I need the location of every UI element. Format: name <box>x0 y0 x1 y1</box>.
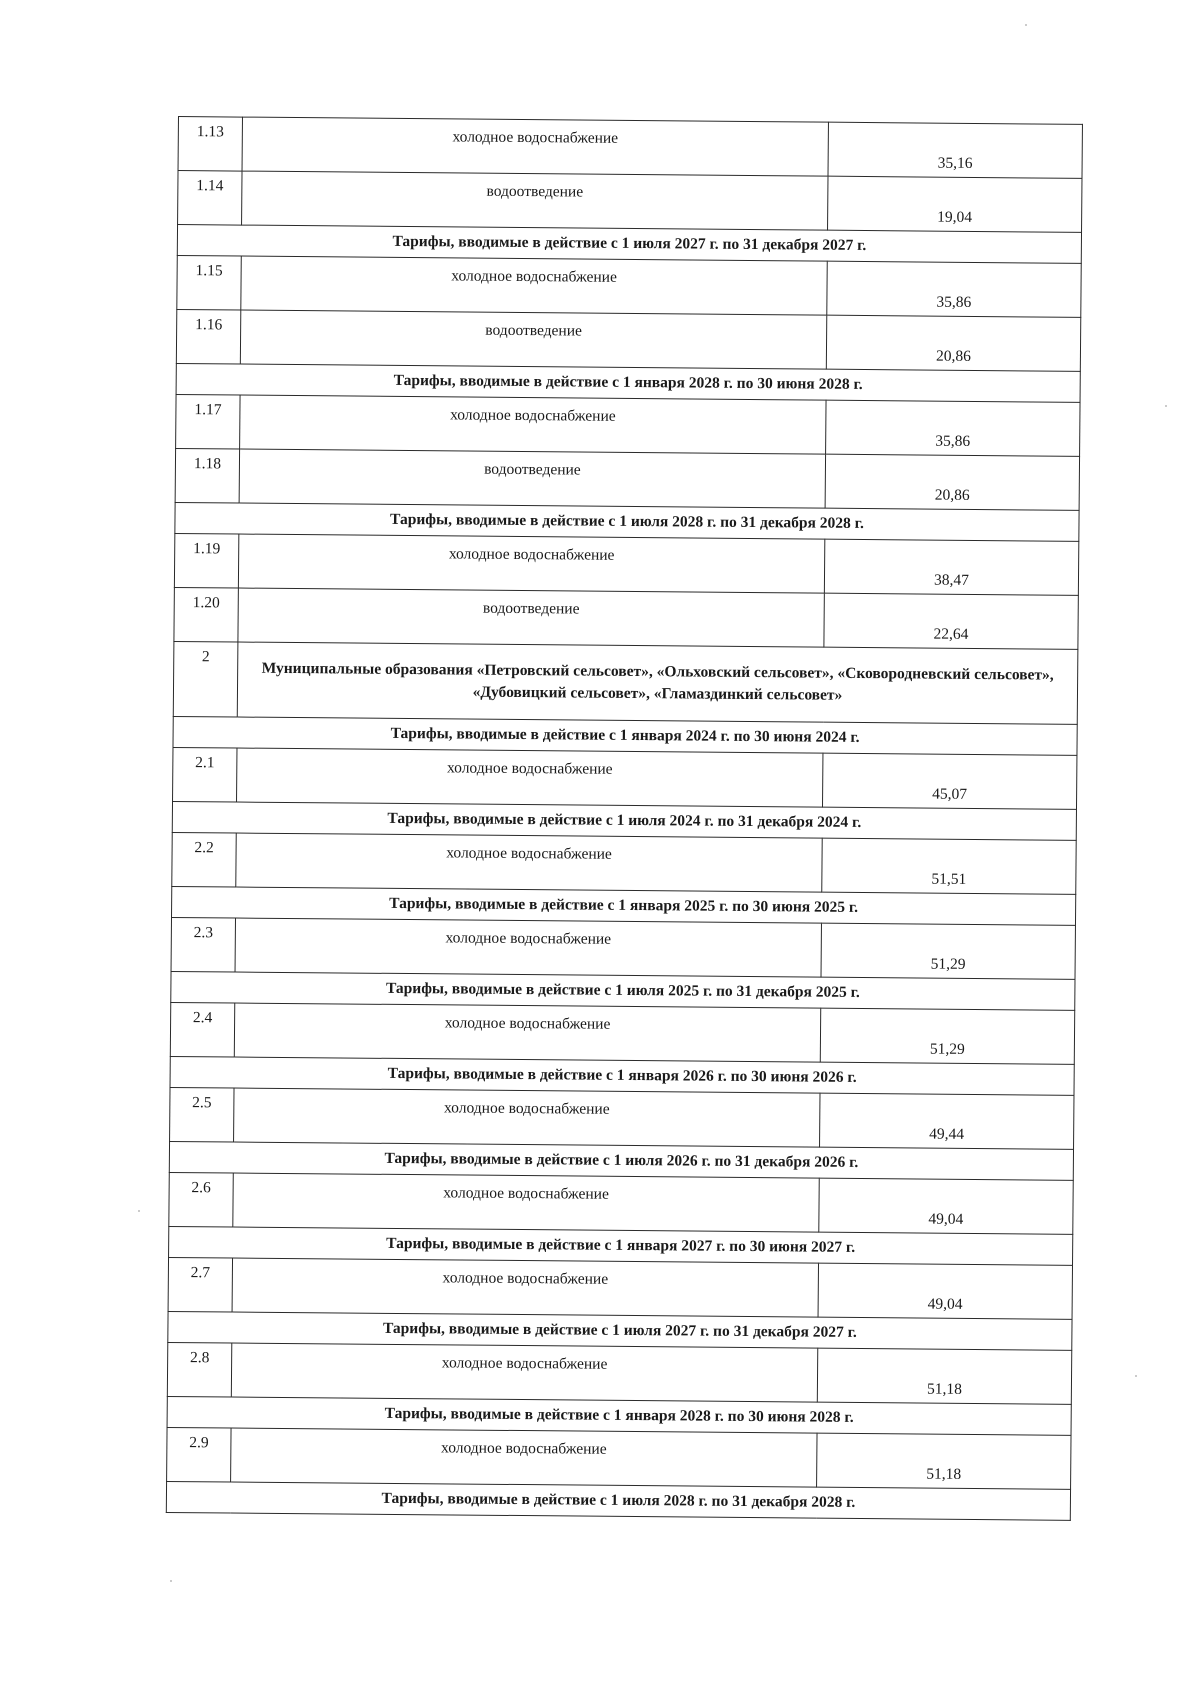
row-number: 2.7 <box>168 1257 232 1312</box>
tariff-table-body <box>166 117 1082 1521</box>
scan-speck <box>170 1580 172 1582</box>
tariff-value: 19,04 <box>828 176 1082 232</box>
tariff-row <box>167 1427 1071 1489</box>
service-name: холодное водоснабжение <box>240 395 826 454</box>
service-name: водоотведение <box>239 449 825 508</box>
tariff-value: 38,47 <box>824 539 1078 595</box>
row-number: 1.19 <box>174 533 238 588</box>
row-number: 1.18 <box>175 448 239 503</box>
period-heading: Тарифы, вводимые в действие с 1 января 2026 г. по 30 июня 2026 г. <box>170 1056 1074 1095</box>
row-number: 1.14 <box>178 171 242 226</box>
row-number: 2.8 <box>167 1342 231 1397</box>
tariff-row <box>169 1172 1073 1234</box>
group-title: Муниципальные образования «Петровский сельсовет», «Ольховский сельсовет», «Сковородневский сельсовет», «Дубовицкий сельсовет», «Гламаздинкий сельсовет» <box>237 642 1078 724</box>
scan-speck <box>138 1210 140 1212</box>
tariff-row <box>170 1002 1074 1064</box>
service-name: холодное водоснабжение <box>233 1173 819 1232</box>
tariff-value: 35,86 <box>827 261 1081 317</box>
row-number: 1.16 <box>176 309 240 364</box>
tariff-value: 45,07 <box>822 753 1076 809</box>
tariff-row <box>175 448 1079 510</box>
tariff-row <box>171 917 1075 979</box>
service-name: водоотведение <box>238 588 824 647</box>
row-number: 2.6 <box>169 1172 233 1227</box>
service-name: водоотведение <box>240 310 826 369</box>
scan-speck <box>1135 1375 1137 1377</box>
scan-speck <box>1165 405 1167 407</box>
tariff-value: 49,44 <box>820 1093 1074 1149</box>
tariff-value: 51,18 <box>817 1348 1071 1404</box>
period-heading: Тарифы, вводимые в действие с 1 июля 2025 г. по 31 декабря 2025 г. <box>171 971 1075 1010</box>
period-heading: Тарифы, вводимые в действие с 1 июля 2028 г. по 31 декабря 2028 г. <box>166 1481 1070 1520</box>
tariff-row <box>174 587 1078 649</box>
row-number: 2.3 <box>171 917 235 972</box>
tariff-value: 51,51 <box>822 838 1076 894</box>
tariff-row <box>168 1257 1072 1319</box>
service-name: холодное водоснабжение <box>236 833 822 892</box>
period-heading: Тарифы, вводимые в действие с 1 января 2024 г. по 30 июня 2024 г. <box>173 716 1077 755</box>
tariff-row <box>177 255 1081 317</box>
period-heading: Тарифы, вводимые в действие с 1 января 2025 г. по 30 июня 2025 г. <box>172 886 1076 925</box>
tariff-value: 51,29 <box>820 1008 1074 1064</box>
service-name: холодное водоснабжение <box>232 1258 818 1317</box>
service-name: холодное водоснабжение <box>234 1088 820 1147</box>
tariff-value: 20,86 <box>826 315 1080 371</box>
period-heading: Тарифы, вводимые в действие с 1 января 2028 г. по 30 июня 2028 г. <box>176 363 1080 402</box>
row-number: 2.5 <box>170 1087 234 1142</box>
period-heading: Тарифы, вводимые в действие с 1 июля 2024 г. по 31 декабря 2024 г. <box>172 801 1076 840</box>
service-name: холодное водоснабжение <box>242 117 828 176</box>
period-heading: Тарифы, вводимые в действие с 1 июля 2028 г. по 31 декабря 2028 г. <box>175 502 1079 541</box>
tariff-value: 22,64 <box>824 593 1078 649</box>
tariff-value: 49,04 <box>818 1263 1072 1319</box>
service-name: холодное водоснабжение <box>231 1343 817 1402</box>
tariff-row <box>173 747 1077 809</box>
scan-speck <box>1025 24 1027 26</box>
row-number: 2.9 <box>167 1427 231 1482</box>
tariff-value: 51,18 <box>817 1433 1071 1489</box>
tariff-value: 20,86 <box>825 454 1079 510</box>
row-number: 2.4 <box>170 1002 234 1057</box>
tariff-value: 51,29 <box>821 923 1075 979</box>
row-number: 2.1 <box>173 747 237 802</box>
tariff-value: 35,86 <box>826 400 1080 456</box>
service-name: холодное водоснабжение <box>238 534 824 593</box>
tariff-row <box>176 309 1080 371</box>
tariff-row <box>178 171 1082 233</box>
service-name: холодное водоснабжение <box>231 1428 817 1487</box>
row-number: 1.20 <box>174 587 238 642</box>
tariff-row <box>178 117 1082 179</box>
period-header-row <box>166 1481 1070 1520</box>
tariff-row <box>176 394 1080 456</box>
tariff-row <box>174 533 1078 595</box>
row-number: 1.13 <box>178 117 242 172</box>
service-name: холодное водоснабжение <box>237 748 823 807</box>
service-name: холодное водоснабжение <box>241 256 827 315</box>
tariff-table <box>166 116 1083 1521</box>
period-heading: Тарифы, вводимые в действие с 1 января 2027 г. по 30 июня 2027 г. <box>169 1226 1073 1265</box>
period-heading: Тарифы, вводимые в действие с 1 января 2028 г. по 30 июня 2028 г. <box>167 1396 1071 1435</box>
tariff-row <box>170 1087 1074 1149</box>
group-header-row <box>173 641 1078 724</box>
period-heading: Тарифы, вводимые в действие с 1 июля 2026 г. по 31 декабря 2026 г. <box>169 1141 1073 1180</box>
period-heading: Тарифы, вводимые в действие с 1 июля 2027 г. по 31 декабря 2027 г. <box>177 225 1081 264</box>
tariff-row <box>172 832 1076 894</box>
tariff-value: 35,16 <box>828 122 1082 178</box>
row-number: 2.2 <box>172 832 236 887</box>
period-heading: Тарифы, вводимые в действие с 1 июля 2027 г. по 31 декабря 2027 г. <box>168 1311 1072 1350</box>
row-number: 1.17 <box>176 394 240 449</box>
service-name: холодное водоснабжение <box>234 1003 820 1062</box>
service-name: холодное водоснабжение <box>235 918 821 977</box>
group-number: 2 <box>173 641 238 717</box>
tariff-row <box>167 1342 1071 1404</box>
service-name: водоотведение <box>242 171 828 230</box>
tariff-value: 49,04 <box>819 1178 1073 1234</box>
row-number: 1.15 <box>177 255 241 310</box>
